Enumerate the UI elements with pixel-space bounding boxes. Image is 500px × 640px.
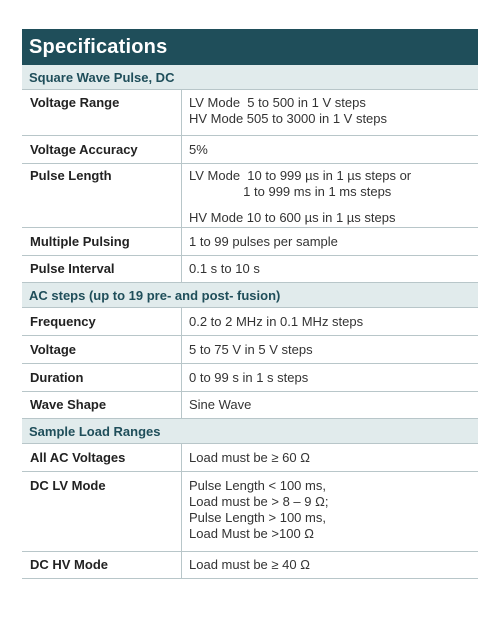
table-row — [22, 444, 478, 472]
table-row — [22, 472, 478, 552]
table-row — [22, 228, 478, 256]
row-value — [182, 392, 478, 418]
row-value — [182, 136, 478, 163]
row-label: Voltage Accuracy — [22, 136, 182, 163]
table-row — [22, 90, 478, 136]
row-value — [182, 472, 478, 551]
specifications-table — [22, 29, 478, 579]
value-line: Pulse Length > 100 ms, — [189, 510, 326, 525]
row-label: All AC Voltages — [22, 444, 182, 471]
row-label: Pulse Interval — [22, 256, 182, 282]
value-line: Load must be > 8 – 9 Ω; — [189, 494, 329, 509]
value-line: HV Mode 505 to 3000 in 1 V steps — [189, 111, 388, 126]
table-row — [22, 336, 478, 364]
value-line: 1 to 99 pulses per sample — [189, 234, 338, 249]
value-line: 5 to 75 V in 5 V steps — [189, 342, 313, 357]
row-label: Voltage — [22, 336, 182, 363]
table-row — [22, 136, 478, 164]
row-label: DC LV Mode — [22, 472, 182, 551]
row-value — [182, 552, 478, 578]
value-line: Load Must be >100 Ω — [189, 526, 314, 541]
line-gap — [189, 200, 478, 210]
section-heading: Square Wave Pulse, DC — [22, 65, 478, 90]
table-row — [22, 392, 478, 419]
row-label: Pulse Length — [22, 164, 182, 227]
title-bar — [22, 29, 478, 65]
row-label: Wave Shape — [22, 392, 182, 418]
section-heading: Sample Load Ranges — [22, 419, 478, 444]
row-value — [182, 444, 478, 471]
row-value — [182, 364, 478, 391]
table-row — [22, 256, 478, 283]
page-title: Specifications — [29, 35, 168, 58]
table-body — [22, 65, 478, 579]
value-line: Load must be ≥ 40 Ω — [189, 557, 310, 572]
row-value — [182, 90, 478, 135]
table-row — [22, 164, 478, 228]
value-line: Load must be ≥ 60 Ω — [189, 450, 310, 465]
row-label: Voltage Range — [22, 90, 182, 135]
row-value — [182, 228, 478, 255]
row-label: Multiple Pulsing — [22, 228, 182, 255]
value-line: LV Mode 10 to 999 µs in 1 µs steps or — [189, 168, 412, 183]
value-line: 0.1 s to 10 s — [189, 261, 260, 276]
row-value — [182, 336, 478, 363]
value-line: 5% — [189, 142, 208, 157]
value-line: 0.2 to 2 MHz in 0.1 MHz steps — [189, 314, 364, 329]
value-line: Sine Wave — [189, 397, 252, 412]
table-row — [22, 308, 478, 336]
row-label: DC HV Mode — [22, 552, 182, 578]
value-line: 1 to 999 ms in 1 ms steps — [189, 184, 392, 199]
row-value — [182, 164, 478, 227]
section-heading: AC steps (up to 19 pre- and post- fusion) — [22, 283, 478, 308]
table-row — [22, 364, 478, 392]
value-line: HV Mode 10 to 600 µs in 1 µs steps — [189, 210, 396, 225]
value-line: Pulse Length < 100 ms, — [189, 478, 326, 493]
row-label: Frequency — [22, 308, 182, 335]
row-value — [182, 256, 478, 282]
value-line: 0 to 99 s in 1 s steps — [189, 370, 309, 385]
value-line: LV Mode 5 to 500 in 1 V steps — [189, 95, 366, 110]
table-row — [22, 552, 478, 579]
row-value — [182, 308, 478, 335]
row-label: Duration — [22, 364, 182, 391]
